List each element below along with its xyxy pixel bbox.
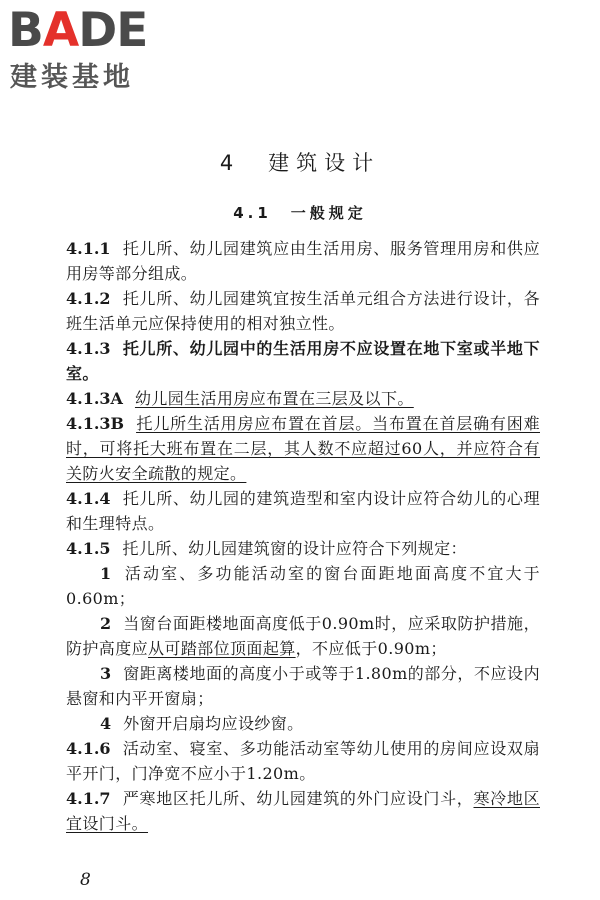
- clause-4-1-3: 4.1.3 托儿所、幼儿园中的生活用房不应设置在地下室或半地下室。: [66, 339, 540, 383]
- clause-4-1-1: 4.1.1 托儿所、幼儿园建筑应由生活用房、服务管理用房和供应用房等部分组成。: [66, 239, 540, 283]
- section-title: 4.1 一般规定: [233, 204, 367, 222]
- clause-4-1-2: 4.1.2 托儿所、幼儿园建筑宜按生活单元组合方法进行设计，各班生活单元应保持使用的相对独立性。: [66, 289, 540, 333]
- clause-4-1-7: 4.1.7 严寒地区托儿所、幼儿园建筑的外门应设门斗，寒冷地区宜设门斗。: [66, 789, 540, 833]
- clause-4-1-3b: 4.1.3B 托儿所生活用房应布置在首层。当布置在首层确有困难时，可将托大班布置在二层，其人数不应超过60人，并应符合有关防火安全疏散的规定。: [66, 414, 540, 483]
- clause-4-1-6: 4.1.6 活动室、寝室、多功能活动室等幼儿使用的房间应设双扇平开门，门净宽不应小于1.20m。: [66, 739, 540, 783]
- list-item: 3 窗距离楼地面的高度小于或等于1.80m的部分，不应设内悬窗和内平开窗扇；: [66, 664, 540, 708]
- clause-4-1-4: 4.1.4 托儿所、幼儿园的建筑造型和室内设计应符合幼儿的心理和生理特点。: [66, 489, 540, 533]
- logo-chinese-text: 建装基地: [10, 62, 134, 93]
- page-number: 8: [80, 870, 91, 890]
- list-item: 4 外窗开启扇均应设纱窗。: [100, 714, 304, 733]
- clause-4-1-3a: 4.1.3A 幼儿园生活用房应布置在三层及以下。: [66, 389, 414, 408]
- logo: [8, 3, 178, 96]
- list-item: 2 当窗台面距楼地面高度低于0.90m时，应采取防护措施，防护高度应从可踏部位顶面起算，不应低于0.90m；: [66, 614, 540, 658]
- chapter-title: 4 建筑设计: [219, 151, 381, 175]
- document-body: [66, 236, 540, 836]
- list-item: 1 活动室、多功能活动室的窗台面距地面高度不宜大于0.60m；: [66, 564, 540, 608]
- clause-4-1-5: 4.1.5 托儿所、幼儿园建筑窗的设计应符合下列规定：: [66, 539, 467, 558]
- logo-wordmark: BADE: [8, 3, 148, 58]
